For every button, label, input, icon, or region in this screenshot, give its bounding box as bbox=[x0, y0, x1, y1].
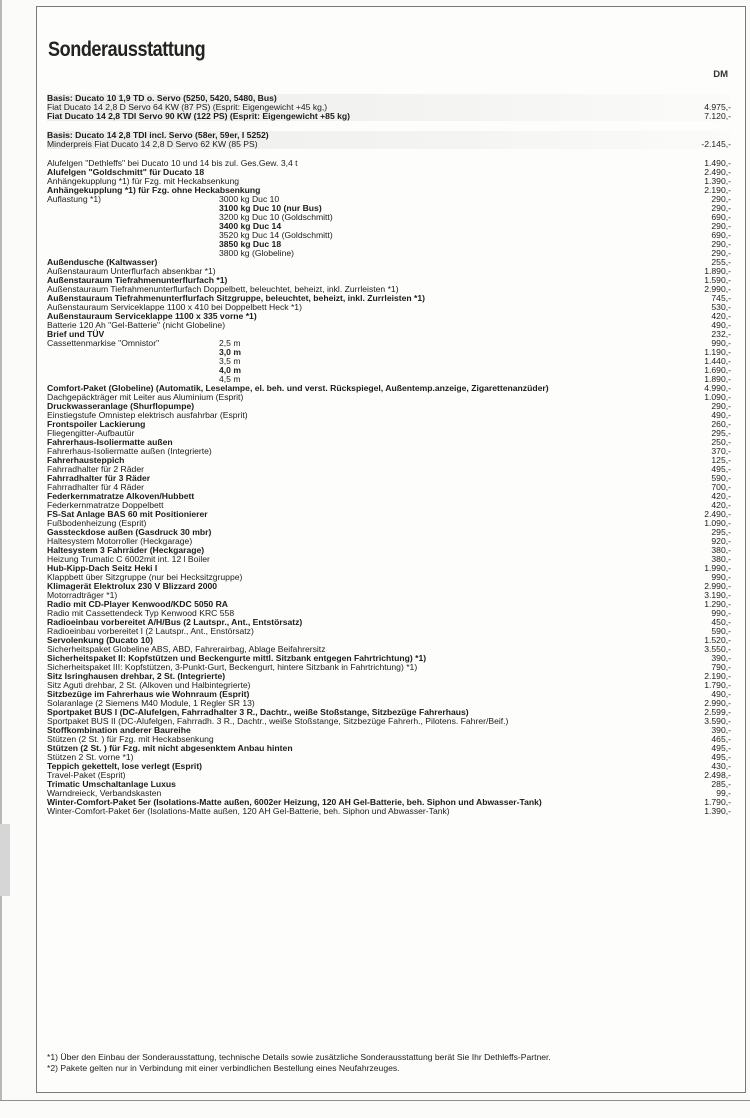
item-variant: 3000 kg Duc 10 bbox=[219, 194, 280, 204]
item-price: 2.490,- bbox=[704, 167, 731, 177]
item-price: 250,- bbox=[711, 437, 731, 447]
item-description: Außenstauraum Serviceklappe 1100 x 335 vorne *1) bbox=[47, 311, 257, 321]
item-variant: 3200 kg Duc 10 (Goldschmitt) bbox=[219, 212, 333, 222]
item-description: Warndreieck, Verbandskasten bbox=[47, 788, 162, 798]
item-price: 3.550,- bbox=[704, 644, 731, 654]
item-variant: 3520 kg Duc 14 (Goldschmitt) bbox=[219, 230, 333, 240]
item-price: 290,- bbox=[711, 194, 731, 204]
item-price: 1.190,- bbox=[704, 347, 731, 357]
item-price: 700,- bbox=[711, 482, 731, 492]
item-description: Sitz Aguti drehbar, 2 St. (Alkoven und Halbintegrierte) bbox=[47, 680, 251, 690]
item-price: 285,- bbox=[711, 779, 731, 789]
page-title: Sonderausstattung bbox=[48, 38, 206, 61]
item-price: 465,- bbox=[711, 734, 731, 744]
item-price: 1.790,- bbox=[704, 680, 731, 690]
item-price: 2.990,- bbox=[704, 698, 731, 708]
item-price: 2.190,- bbox=[704, 671, 731, 681]
footnote-2: *2) Pakete gelten nur in Verbindung mit einer verbindlichen Bestellung eines Neufahrzeuges. bbox=[47, 1063, 400, 1073]
item-description: Außenstauraum Serviceklappe 1100 x 410 bei Doppelbett Heck *1) bbox=[47, 302, 302, 312]
price-row bbox=[47, 204, 731, 213]
item-price: 1.690,- bbox=[704, 365, 731, 375]
item-price: 4.975,- bbox=[704, 102, 731, 112]
item-description: Radioeinbau vorbereitet I (2 Lautspr., Ant., Enstörsatz) bbox=[47, 626, 254, 636]
bottom-rule bbox=[0, 1100, 750, 1101]
item-description: Stoffkombination anderer Baureihe bbox=[47, 725, 191, 735]
item-price: 260,- bbox=[711, 419, 731, 429]
item-description: Radioeinbau vorbereitet A/H/Bus (2 Lautspr., Ant., Entstörsatz) bbox=[47, 617, 303, 627]
price-row bbox=[47, 321, 731, 330]
item-price: 1.090,- bbox=[704, 518, 731, 528]
price-row bbox=[47, 447, 731, 456]
item-description: Travel-Paket (Esprit) bbox=[47, 770, 126, 780]
item-price: 990,- bbox=[711, 608, 731, 618]
item-description: Sitz Isringhausen drehbar, 2 St. (Integrierte) bbox=[47, 671, 226, 681]
item-description: Solaranlage (2 Siemens M40 Module, 1 Regler SR 13) bbox=[47, 698, 255, 708]
item-description: Außenstauraum Unterflurfach absenkbar *1) bbox=[47, 266, 216, 276]
item-description: Hub-Kipp-Dach Seitz Heki I bbox=[47, 563, 158, 573]
item-price: 1.790,- bbox=[704, 797, 731, 807]
item-description: Stützen (2 St. ) für Fzg. mit nicht abgesenktem Anbau hinten bbox=[47, 743, 293, 753]
item-price: 495,- bbox=[711, 752, 731, 762]
item-price: 1.440,- bbox=[704, 356, 731, 366]
price-row bbox=[47, 474, 731, 483]
item-description: Federkernmatratze Doppelbett bbox=[47, 500, 164, 510]
item-description: Stützen 2 St. vorne *1) bbox=[47, 752, 134, 762]
item-price: 295,- bbox=[711, 527, 731, 537]
item-price: 920,- bbox=[711, 536, 731, 546]
item-price: 4.990,- bbox=[704, 383, 731, 393]
item-price: 7.120,- bbox=[704, 111, 731, 121]
item-price: 1.090,- bbox=[704, 392, 731, 402]
price-row bbox=[47, 231, 731, 240]
item-description: Außenstauraum Tiefrahmenunterflurfach Sitzgruppe, beleuchtet, beheizt, inkl. Zurrleisten *1) bbox=[47, 293, 426, 303]
item-description: Comfort-Paket (Globeline) (Automatik, Leselampe, el. beh. und verst. Rückspiegel, Außentemp.anzeige, Zigarettenanzüder) bbox=[47, 383, 549, 393]
item-description: Fahrerhaus-Isoliermatte außen (Integrierte) bbox=[47, 446, 212, 456]
price-row bbox=[47, 744, 731, 753]
currency-header: DM bbox=[713, 69, 728, 80]
item-variant: 3400 kg Duc 14 bbox=[219, 221, 282, 231]
item-variant: 4,0 m bbox=[219, 365, 241, 375]
left-margin-tab bbox=[0, 824, 10, 896]
item-description: Federkernmatratze Alkoven/Hubbett bbox=[47, 491, 195, 501]
item-description: Batterie 120 Ah "Gel-Batterie" (nicht Globeline) bbox=[47, 320, 226, 330]
item-description: Motorradträger *1) bbox=[47, 590, 118, 600]
item-price: 255,- bbox=[711, 257, 731, 267]
item-price: 495,- bbox=[711, 464, 731, 474]
item-price: 290,- bbox=[711, 221, 731, 231]
item-description: Sicherheitspaket Globeline ABS, ABD, Fahrerairbag, Ablage Beifahrersitz bbox=[47, 644, 326, 654]
item-description: Druckwasseranlage (Shurflopumpe) bbox=[47, 401, 195, 411]
item-variant: 2,5 m bbox=[219, 338, 241, 348]
item-price: 370,- bbox=[711, 446, 731, 456]
item-variant: 4,5 m bbox=[219, 374, 241, 384]
item-description: FS-Sat Anlage BAS 60 mit Positionierer bbox=[47, 509, 208, 519]
price-row bbox=[47, 411, 731, 420]
item-description: Anhängekupplung *1) für Fzg. mit Heckabsenkung bbox=[47, 176, 240, 186]
item-description: Außenstauraum Tiefrahmenunterflurfach Doppelbett, beleuchtet, beheizt, inkl. Zurrleisten *1) bbox=[47, 284, 399, 294]
item-price: 290,- bbox=[711, 203, 731, 213]
item-price: 430,- bbox=[711, 761, 731, 771]
item-description: Sicherheitspaket II: Kopfstützen und Beckengurte mittl. Sitzbank entgegen Fahrtrichtung) *1) bbox=[47, 653, 427, 663]
item-price: 290,- bbox=[711, 401, 731, 411]
item-description: Fiat Ducato 14 2,8 TDI Servo 90 KW (122 PS) (Esprit: Eigengewicht +85 kg) bbox=[47, 111, 351, 121]
item-description: Haltesystem 3 Fahrräder (Heckgarage) bbox=[47, 545, 205, 555]
item-price: 2.498,- bbox=[704, 770, 731, 780]
item-price: 990,- bbox=[711, 338, 731, 348]
item-price: 380,- bbox=[711, 554, 731, 564]
price-row bbox=[47, 195, 731, 204]
price-row bbox=[47, 456, 731, 465]
item-description: Trimatic Umschaltanlage Luxus bbox=[47, 779, 176, 789]
price-row bbox=[47, 807, 731, 816]
item-price: 690,- bbox=[711, 230, 731, 240]
item-price: 690,- bbox=[711, 212, 731, 222]
item-description: Fliegengitter-Aufbautür bbox=[47, 428, 135, 438]
item-price: 420,- bbox=[711, 311, 731, 321]
footnote-1: *1) Über den Einbau der Sonderausstattung, technische Details sowie zusätzliche Sonderausstattung berät Sie Ihr Dethleffs-Partner. bbox=[47, 1052, 551, 1062]
item-description: Teppich gekettelt, lose verlegt (Esprit) bbox=[47, 761, 203, 771]
item-description: Cassettenmarkise "Omnistor" bbox=[47, 338, 160, 348]
item-variant: 3,0 m bbox=[219, 347, 241, 357]
item-description: Anhängekupplung *1) für Fzg. ohne Heckabsenkung bbox=[47, 185, 261, 195]
item-price: 790,- bbox=[711, 662, 731, 672]
item-description: Winter-Comfort-Paket 5er (Isolations-Matte außen, 6002er Heizung, 120 AH Gel-Batterie, beh. Siphon und Abwasser-Tank) bbox=[47, 797, 542, 807]
item-price: 390,- bbox=[711, 653, 731, 663]
left-margin-rule bbox=[0, 0, 2, 1100]
item-price: 420,- bbox=[711, 491, 731, 501]
footnotes bbox=[47, 1052, 551, 1074]
item-price: 490,- bbox=[711, 320, 731, 330]
item-description: Fahrerhausteppich bbox=[47, 455, 125, 465]
item-price: 590,- bbox=[711, 626, 731, 636]
item-price: 450,- bbox=[711, 617, 731, 627]
item-description: Gassteckdose außen (Gasdruck 30 mbr) bbox=[47, 527, 212, 537]
item-description: Brief und TÜV bbox=[47, 329, 105, 339]
item-price: 745,- bbox=[711, 293, 731, 303]
item-description: Dachgepäckträger mit Leiter aus Aluminium (Esprit) bbox=[47, 392, 244, 402]
item-description: Außenstauraum Tiefrahmenunterflurfach *1) bbox=[47, 275, 228, 285]
item-description: Fahrradhalter für 3 Räder bbox=[47, 473, 151, 483]
item-price: 1.390,- bbox=[704, 806, 731, 816]
price-row bbox=[47, 762, 731, 771]
item-price: 2.990,- bbox=[704, 581, 731, 591]
item-price: 490,- bbox=[711, 689, 731, 699]
price-row bbox=[47, 420, 731, 429]
item-description: Minderpreis Fiat Ducato 14 2,8 D Servo 62 KW (85 PS) bbox=[47, 139, 258, 149]
item-description: Alufelgen "Goldschmitt" für Ducato 18 bbox=[47, 167, 205, 177]
item-description: Heizung Trumatic C 6002mit int. 12 l Boiler bbox=[47, 554, 210, 564]
price-row bbox=[47, 582, 731, 591]
item-description: Basis: Ducato 14 2,8 TDI incl. Servo (58er, 59er, I 5252) bbox=[47, 130, 269, 140]
item-description: Frontspoiler Lackierung bbox=[47, 419, 146, 429]
item-price: 2.490,- bbox=[704, 509, 731, 519]
item-price: 290,- bbox=[711, 239, 731, 249]
item-variant: 3100 kg Duc 10 (nur Bus) bbox=[219, 203, 322, 213]
item-description: Fußbodenheizung (Esprit) bbox=[47, 518, 147, 528]
item-description: Fahrerhaus-Isoliermatte außen bbox=[47, 437, 173, 447]
item-price: 495,- bbox=[711, 743, 731, 753]
item-description: Fahrradhalter für 4 Räder bbox=[47, 482, 144, 492]
price-row bbox=[47, 222, 731, 231]
item-description: Außendusche (Kaltwasser) bbox=[47, 257, 158, 267]
item-variant: 3850 kg Duc 18 bbox=[219, 239, 282, 249]
item-price: 3.190,- bbox=[704, 590, 731, 600]
item-price: 2.599,- bbox=[704, 707, 731, 717]
item-description: Winter-Comfort-Paket 6er (Isolations-Matte außen, 120 AH Gel-Batterie, beh. Siphon und Abwasser-Tank) bbox=[47, 806, 450, 816]
item-description: Einstiegstufe Omnistep elektrisch ausfahrbar (Esprit) bbox=[47, 410, 248, 420]
item-description: Servolenkung (Ducato 10) bbox=[47, 635, 154, 645]
price-row bbox=[47, 186, 731, 195]
item-price: 232,- bbox=[711, 329, 731, 339]
item-price: 1.390,- bbox=[704, 176, 731, 186]
price-row bbox=[47, 510, 731, 519]
item-price: 1.520,- bbox=[704, 635, 731, 645]
item-price: 1.890,- bbox=[704, 266, 731, 276]
item-description: Auflastung *1) bbox=[47, 194, 101, 204]
item-description: Klappbett über Sitzgruppe (nur bei Hecksitzgruppe) bbox=[47, 572, 243, 582]
item-description: Fiat Ducato 14 2,8 D Servo 64 KW (87 PS) (Esprit: Eigengewicht +45 kg,) bbox=[47, 102, 328, 112]
item-price: 990,- bbox=[711, 572, 731, 582]
item-description: Sportpaket BUS II (DC-Alufelgen, Fahrradh. 3 R., Dachtr., weiße Stoßstange, Sitzbezüge Fahrerh., Pilotens. Fahrer/Beif.) bbox=[47, 716, 509, 726]
item-description: Stützen (2 St. ) für Fzg. mit Heckabsenkung bbox=[47, 734, 214, 744]
item-variant: 3800 kg (Globeline) bbox=[219, 248, 295, 258]
item-description: Sportpaket BUS I (DC-Alufelgen, Fahrradhalter 3 R., Dachtr., weiße Stoßstange, Sitzbezüge Fahrerhaus) bbox=[47, 707, 469, 717]
price-list bbox=[47, 94, 731, 816]
price-row bbox=[47, 140, 731, 149]
item-description: Sicherheitspaket III: Kopfstützen, 3-Punkt-Gurt, Beckengurt, hintere Sitzbank in Fahrtrichtung) *1) bbox=[47, 662, 418, 672]
item-price: 99,- bbox=[716, 788, 731, 798]
price-row bbox=[47, 240, 731, 249]
item-price: 380,- bbox=[711, 545, 731, 555]
item-price: 530,- bbox=[711, 302, 731, 312]
item-description: Basis: Ducato 10 1,9 TD o. Servo (5250, 5420, 5480, Bus) bbox=[47, 93, 277, 103]
price-row bbox=[47, 357, 731, 366]
item-price: 3.590,- bbox=[704, 716, 731, 726]
item-price: 125,- bbox=[711, 455, 731, 465]
item-price: 490,- bbox=[711, 410, 731, 420]
item-price: 2.990,- bbox=[704, 284, 731, 294]
item-price: 1.590,- bbox=[704, 275, 731, 285]
item-description: Klimagerät Elektrolux 230 V Blizzard 2000 bbox=[47, 581, 218, 591]
item-price: 590,- bbox=[711, 473, 731, 483]
item-price: 2.190,- bbox=[704, 185, 731, 195]
item-description: Fahrradhalter für 2 Räder bbox=[47, 464, 144, 474]
price-row bbox=[47, 112, 731, 121]
item-price: -2.145,- bbox=[701, 139, 731, 149]
item-price: 1.890,- bbox=[704, 374, 731, 384]
item-description: Alufelgen "Dethleffs" bei Ducato 10 und 14 bis zul. Ges.Gew. 3,4 t bbox=[47, 158, 298, 168]
item-price: 290,- bbox=[711, 248, 731, 258]
item-description: Haltesystem Motorroller (Heckgarage) bbox=[47, 536, 193, 546]
price-row bbox=[47, 348, 731, 357]
item-price: 420,- bbox=[711, 500, 731, 510]
item-price: 1.990,- bbox=[704, 563, 731, 573]
item-price: 390,- bbox=[711, 725, 731, 735]
price-row bbox=[47, 339, 731, 348]
item-description: Sitzbezüge im Fahrerhaus wie Wohnraum (Esprit) bbox=[47, 689, 250, 699]
price-row bbox=[47, 366, 731, 375]
item-price: 1.290,- bbox=[704, 599, 731, 609]
item-description: Radio mit Cassettendeck Typ Kenwood KRC 558 bbox=[47, 608, 235, 618]
price-row bbox=[47, 213, 731, 222]
item-variant: 3,5 m bbox=[219, 356, 241, 366]
item-price: 1.490,- bbox=[704, 158, 731, 168]
item-price: 295,- bbox=[711, 428, 731, 438]
item-description: Radio mit CD-Player Kenwood/KDC 5050 RA bbox=[47, 599, 228, 609]
